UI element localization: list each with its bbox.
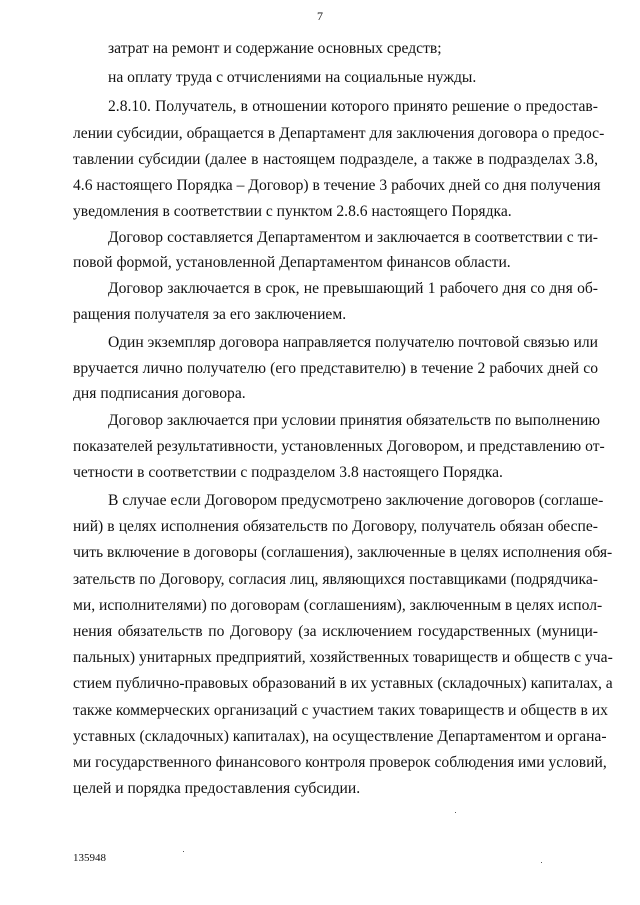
text-line: 2.8.10. Получатель, в отношении которого принято решение о предостав- bbox=[108, 98, 598, 115]
text-line: нения обязательств по Договору (за исключением государственных (муници- bbox=[73, 623, 598, 640]
text-line: ний) в целях исполнения обязательств по Договору, получатель обязан обеспе- bbox=[73, 518, 598, 535]
text-line: целей и порядка предоставления субсидии. bbox=[73, 780, 361, 797]
text-line: чить включение в договоры (соглашения), заключенные в целях исполнения обя- bbox=[73, 544, 613, 561]
text-line: тавлении субсидии (далее в настоящем подразделе, а также в подразделах 3.8, bbox=[73, 151, 598, 168]
text-line: пальных) унитарных предприятий, хозяйственных товариществ и обществ с уча- bbox=[73, 649, 613, 666]
text-line: ми государственного финансового контроля проверок соблюдения ими условий, bbox=[73, 754, 607, 771]
text-line: зательств по Договору, согласия лиц, являющихся поставщиками (подрядчика- bbox=[73, 571, 598, 588]
text-line: В случае если Договором предусмотрено заключение договоров (соглаше- bbox=[108, 492, 604, 509]
text-line: Договор заключается при условии принятия обязательств по выполнению bbox=[108, 412, 601, 429]
text-line: четности в соответствии с подразделом 3.8 настоящего Порядка. bbox=[73, 464, 503, 481]
text-line: на оплату труда с отчислениями на социальные нужды. bbox=[108, 69, 477, 86]
text-line: Один экземпляр договора направляется получателю почтовой связью или bbox=[108, 334, 598, 351]
scan-speck bbox=[183, 851, 184, 852]
text-line: уставных (складочных) капиталах), на осуществление Департаментом и органа- bbox=[73, 728, 607, 745]
text-line: Договор составляется Департаментом и заключается в соответствии с ти- bbox=[108, 229, 598, 246]
text-line: 4.6 настоящего Порядка – Договор) в течение 3 рабочих дней со дня получения bbox=[73, 177, 601, 194]
text-line: дня подписания договора. bbox=[73, 385, 246, 402]
scan-speck bbox=[455, 812, 456, 813]
text-line: стием публично-правовых образований в их уставных (складочных) капиталах, а bbox=[73, 675, 613, 692]
text-line: Договор заключается в срок, не превышающий 1 рабочего дня со дня об- bbox=[108, 280, 598, 297]
text-line: затрат на ремонт и содержание основных средств; bbox=[108, 40, 442, 57]
text-line: повой формой, установленной Департаментом финансов области. bbox=[73, 254, 511, 271]
document-code: 135948 bbox=[73, 852, 106, 864]
text-line: ми, исполнителями) по договорам (соглашениям), заключенным в целях испол- bbox=[73, 597, 603, 614]
text-line: вручается лично получателю (его представителю) в течение 2 рабочих дней со bbox=[73, 360, 598, 377]
text-line: также коммерческих организаций с участием таких товариществ и обществ в их bbox=[73, 702, 608, 719]
text-line: лении субсидии, обращается в Департамент для заключения договора о предос- bbox=[73, 125, 605, 142]
text-line: показателей результативности, установленных Договором, и представлению от- bbox=[73, 438, 605, 455]
text-line: уведомления в соответствии с пунктом 2.8.6 настоящего Порядка. bbox=[73, 203, 512, 220]
page-number: 7 bbox=[317, 9, 323, 23]
scan-speck bbox=[541, 862, 542, 863]
text-line: ращения получателя за его заключением. bbox=[73, 306, 347, 323]
